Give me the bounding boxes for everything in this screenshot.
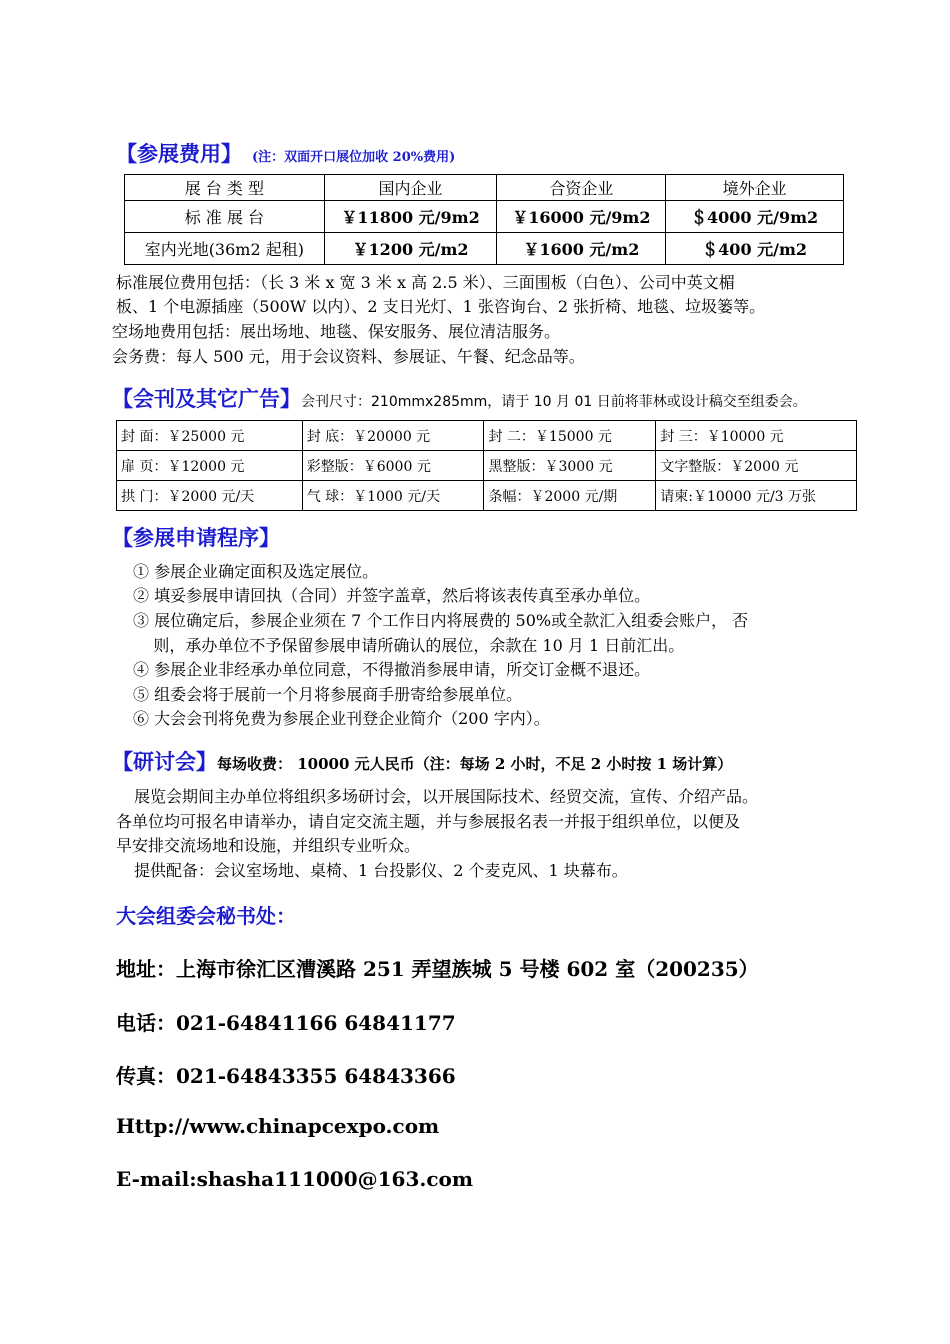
secretariat-fax: 传真：021-64843355 64843366 <box>116 1064 456 1088</box>
fee-table-header-row <box>125 175 844 201</box>
ads-cell: 封 三：￥10000 元 <box>656 421 857 451</box>
ads-cell: 封 底：￥20000 元 <box>302 421 484 451</box>
ads-section-note: 会刊尺寸：210mmx285mm，请于 10 月 01 日前将菲林或设计稿交至组委会。 <box>301 394 807 410</box>
ads-cell: 条幅：￥2000 元/期 <box>484 481 656 511</box>
seminar-section-heading <box>112 746 732 776</box>
procedure-section-title: 【参展申请程序】 <box>112 526 280 550</box>
procedure-step: ⑤ 组委会将于展前一个月将参展商手册寄给参展单位。 <box>133 685 523 704</box>
ads-cell: 气 球：￥1000 元/天 <box>302 481 484 511</box>
fee-section-note: (注：双面开口展位加收 20%费用) <box>252 150 456 165</box>
fee-header-domestic: 国内企业 <box>324 175 497 201</box>
secretariat-phone: 电话：021-64841166 64841177 <box>116 1011 456 1035</box>
ads-cell: 拱 门：￥2000 元/天 <box>117 481 303 511</box>
ads-table-row <box>117 421 857 451</box>
ads-cell: 扉 页：￥12000 元 <box>117 451 303 481</box>
procedure-step: ② 填妥参展申请回执（合同）并签字盖章，然后将该表传真至承办单位。 <box>133 586 651 605</box>
ads-cell: 请柬:￥10000 元/3 万张 <box>656 481 857 511</box>
fee-note-4: 会务费：每人 500 元，用于会议资料、参展证、午餐、纪念品等。 <box>112 347 585 366</box>
ads-table-row <box>117 451 857 481</box>
secretariat-title: 大会组委会秘书处： <box>116 904 296 928</box>
ads-table-row <box>117 481 857 511</box>
fee-cell: ＄4000 元/9m2 <box>666 201 844 233</box>
fee-table <box>124 174 844 265</box>
fee-cell: ￥11800 元/9m2 <box>324 201 497 233</box>
ads-section-title: 【会刊及其它广告】 <box>112 387 301 411</box>
fee-cell: 标 准 展 台 <box>125 201 325 233</box>
seminar-line-1: 展览会期间主办单位将组织多场研讨会，以开展国际技术、经贸交流，宣传、介绍产品。 <box>134 787 759 806</box>
ads-cell: 文字整版：￥2000 元 <box>656 451 857 481</box>
fee-cell: 室内光地(36m2 起租) <box>125 233 325 265</box>
ads-cell: 封 二：￥15000 元 <box>484 421 656 451</box>
secretariat-website: Http://www.chinapcexpo.com <box>116 1114 440 1138</box>
fee-table-row <box>125 233 844 265</box>
fee-note-3: 空场地费用包括：展出场地、地毯、保安服务、展位清洁服务。 <box>112 322 561 341</box>
ads-cell: 封 面：￥25000 元 <box>117 421 303 451</box>
ads-table <box>116 420 857 511</box>
fee-cell: ￥1600 元/m2 <box>497 233 666 265</box>
fee-note-1: 标准展位费用包括：（长 3 米 x 宽 3 米 x 高 2.5 米）、三面围板（白色）、公司中英文楣 <box>116 273 735 292</box>
fee-cell: ＄400 元/m2 <box>666 233 844 265</box>
seminar-line-4: 提供配备：会议室场地、桌椅、1 台投影仪、2 个麦克风、1 块幕布。 <box>134 861 628 880</box>
fee-header-joint: 合资企业 <box>497 175 666 201</box>
fee-cell: ￥1200 元/m2 <box>324 233 497 265</box>
ads-section-heading <box>112 383 807 413</box>
secretariat-email: E-mail:shasha111000@163.com <box>116 1167 474 1191</box>
seminar-section-title: 【研讨会】 <box>112 750 217 774</box>
seminar-section-note: 每场收费： 10000 元人民币（注：每场 2 小时，不足 2 小时按 1 场计算） <box>217 755 733 773</box>
fee-header-type: 展 台 类 型 <box>125 175 325 201</box>
fee-note-2: 板、1 个电源插座（500W 以内）、2 支日光灯、1 张咨询台、2 张折椅、地毯、垃圾篓等。 <box>116 297 766 316</box>
fee-cell: ￥16000 元/9m2 <box>497 201 666 233</box>
procedure-step: ③ 展位确定后，参展企业须在 7 个工作日内将展费的 50%或全款汇入组委会账户， 否 <box>133 611 749 630</box>
procedure-step: ⑥ 大会会刊将免费为参展企业刊登企业简介（200 字内）。 <box>133 709 550 728</box>
ads-cell: 黑整版：￥3000 元 <box>484 451 656 481</box>
fee-section-title: 【参展费用】 <box>116 142 242 166</box>
secretariat-address: 地址：上海市徐汇区漕溪路 251 弄望族城 5 号楼 602 室（200235） <box>116 957 759 981</box>
fee-header-foreign: 境外企业 <box>666 175 844 201</box>
seminar-line-2: 各单位均可报名申请举办，请自定交流主题，并与参展报名表一并报于组织单位，以便及 <box>116 812 741 831</box>
procedure-step: ④ 参展企业非经承办单位同意，不得撤消参展申请，所交订金概不退还。 <box>133 660 651 679</box>
fee-table-row <box>125 201 844 233</box>
procedure-step: ① 参展企业确定面积及选定展位。 <box>133 562 379 581</box>
procedure-step: 则，承办单位不予保留参展申请所确认的展位，余款在 10 月 1 日前汇出。 <box>133 636 685 655</box>
seminar-line-3: 早安排交流场地和设施，并组织专业听众。 <box>116 836 421 855</box>
fee-section-heading <box>116 138 455 168</box>
ads-cell: 彩整版：￥6000 元 <box>302 451 484 481</box>
